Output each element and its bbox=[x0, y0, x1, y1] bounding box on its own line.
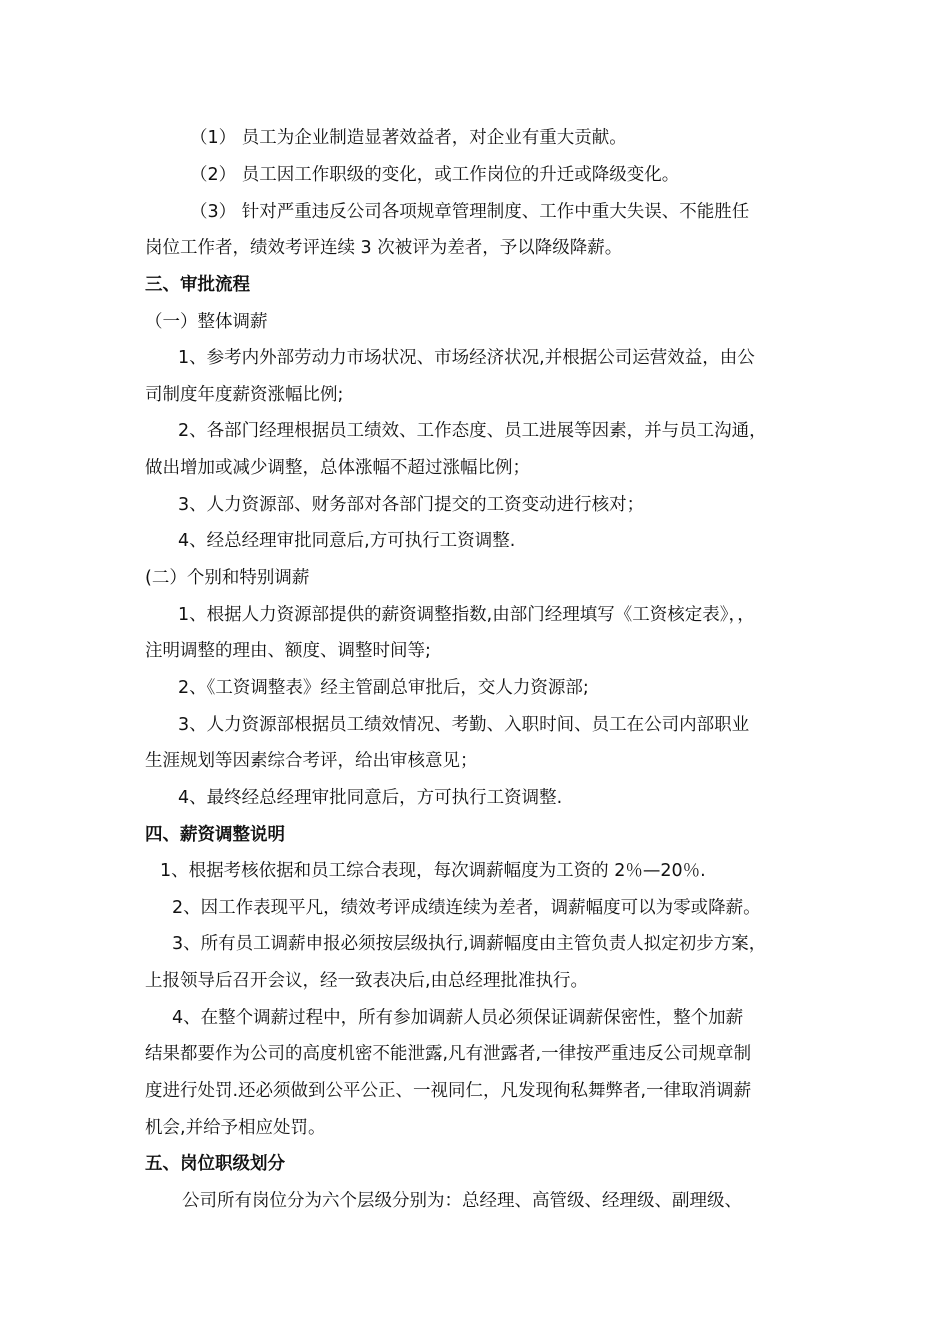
clause-3-line: （3） 针对严重违反公司各项规章管理制度、工作中重大失误、不能胜任 bbox=[190, 202, 750, 222]
grade-paragraph: 公司所有岗位分为六个层级分别为：总经理、高管级、经理级、副理级、 bbox=[182, 1191, 742, 1211]
adjust-item-3: 3、所有员工调薪申报必须按层级执行,调薪幅度由主管负责人拟定初步方案， bbox=[172, 934, 767, 954]
overall-item-3: 3、人力资源部、财务部对各部门提交的工资变动进行核对； bbox=[178, 495, 645, 515]
adjust-item-4-cont-2: 度进行处罚.还必须做到公平公正、一视同仁，凡发现徇私舞弊者,一律取消调薪 bbox=[145, 1081, 752, 1101]
adjust-item-4-cont-3: 机会,并给予相应处罚。 bbox=[145, 1118, 326, 1138]
individual-item-2: 2、《工资调整表》经主管副总审批后，交人力资源部; bbox=[178, 678, 589, 698]
overall-item-4: 4、经总经理审批同意后,方可执行工资调整. bbox=[178, 531, 516, 551]
adjust-item-4-cont-1: 结果都要作为公司的高度机密不能泄露,凡有泄露者,一律按严重违反公司规章制 bbox=[145, 1044, 752, 1064]
section-3-heading: 三、审批流程 bbox=[145, 275, 250, 295]
individual-item-1: 1、根据人力资源部提供的薪资调整指数,由部门经理填写《工资核定表》，， bbox=[178, 605, 755, 625]
individual-item-1-cont: 注明调整的理由、额度、调整时间等; bbox=[145, 641, 431, 661]
adjust-item-4: 4、在整个调薪过程中，所有参加调薪人员必须保证调薪保密性，整个加薪 bbox=[172, 1008, 744, 1028]
section-4-heading: 四、薪资调整说明 bbox=[145, 825, 285, 845]
adjust-item-3-cont: 上报领导后召开会议，经一致表决后,由总经理批准执行。 bbox=[145, 971, 589, 991]
clause-3-continuation: 岗位工作者，绩效考评连续 3 次被评为差者，予以降级降薪。 bbox=[145, 238, 623, 258]
adjust-item-2: 2、因工作表现平凡，绩效考评成绩连续为差者，调薪幅度可以为零或降薪。 bbox=[172, 898, 761, 918]
overall-item-1: 1、参考内外部劳动力市场状况、市场经济状况,并根据公司运营效益，由公 bbox=[178, 348, 755, 368]
adjust-item-1: 1、根据考核依据和员工综合表现，每次调薪幅度为工资的 2％—20％. bbox=[160, 861, 706, 881]
overall-item-2: 2、各部门经理根据员工绩效、工作态度、员工进展等因素，并与员工沟通， bbox=[178, 421, 767, 441]
clause-2-line: （2） 员工因工作职级的变化，或工作岗位的升迁或降级变化。 bbox=[190, 165, 680, 185]
overall-item-1-cont: 司制度年度薪资涨幅比例; bbox=[145, 385, 344, 405]
overall-item-2-cont: 做出增加或减少调整，总体涨幅不超过涨幅比例； bbox=[145, 458, 530, 478]
individual-item-4: 4、最终经总经理审批同意后，方可执行工资调整. bbox=[178, 788, 563, 808]
individual-item-3: 3、人力资源部根据员工绩效情况、考勤、入职时间、员工在公司内部职业 bbox=[178, 715, 750, 735]
clause-1-line: （1） 员工为企业制造显著效益者，对企业有重大贡献。 bbox=[190, 128, 627, 148]
individual-item-3-cont: 生涯规划等因素综合考评，给出审核意见； bbox=[145, 751, 478, 771]
subsection-individual-heading: (二）个别和特别调薪 bbox=[145, 568, 310, 588]
section-5-heading: 五、岗位职级划分 bbox=[145, 1154, 285, 1174]
subsection-overall-heading: （一）整体调薪 bbox=[145, 312, 268, 332]
